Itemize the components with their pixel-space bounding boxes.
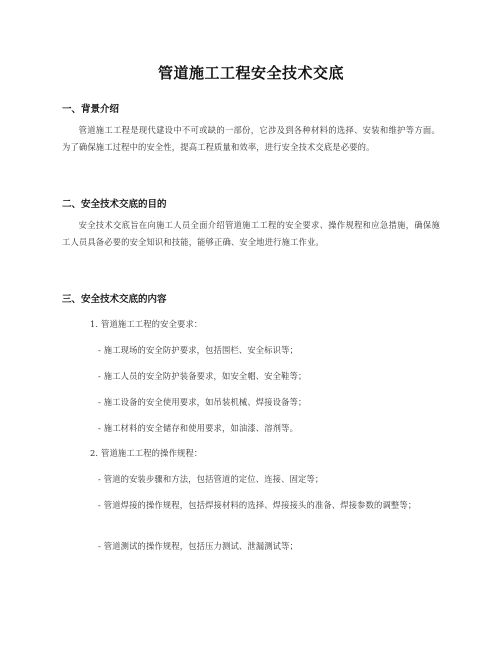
list-item: 2. 管道施工工程的操作规程： (90, 448, 203, 458)
list-item: - 施工人员的安全防护装备要求，如安全帽、安全鞋等； (98, 371, 307, 381)
list-item: - 管道焊接的操作规程，包括焊接材料的选择、焊接接头的准备、焊接参数的调整等； (98, 500, 417, 510)
section-paragraph-purpose: 安全技术交底旨在向施工人员全面介绍管道施工工程的安全要求、操作规程和应急措施，确保施工人员具备必要的安全知识和技能，能够正确、安全地进行施工作业。 (62, 220, 440, 247)
section-heading-purpose: 二、安全技术交底的目的 (62, 199, 167, 210)
list-item: - 管道测试的操作规程，包括压力测试、泄漏测试等； (98, 541, 299, 551)
section-heading-content: 三、安全技术交底的内容 (62, 294, 167, 305)
section-paragraph-background: 管道施工工程是现代建设中不可或缺的一部份，它涉及到各种材料的选择、安装和维护等方面。为了确保施工过程中的安全性，提高工程质量和效率，进行安全技术交底是必要的。 (62, 125, 440, 152)
list-item: - 施工设备的安全使用要求，如吊装机械、焊接设备等； (98, 397, 307, 407)
list-item: - 施工现场的安全防护要求，包括围栏、安全标识等； (98, 345, 299, 355)
list-item: - 管道的安装步骤和方法，包括管道的定位、连接、固定等； (98, 474, 324, 484)
list-item: 1. 管道施工工程的安全要求： (90, 319, 203, 329)
list-item: - 施工材料的安全储存和使用要求，如油漆、溶剂等。 (98, 423, 299, 433)
section-heading-background: 一、背景介绍 (62, 104, 120, 115)
page-title: 管道施工工程安全技术交底 (157, 64, 344, 82)
